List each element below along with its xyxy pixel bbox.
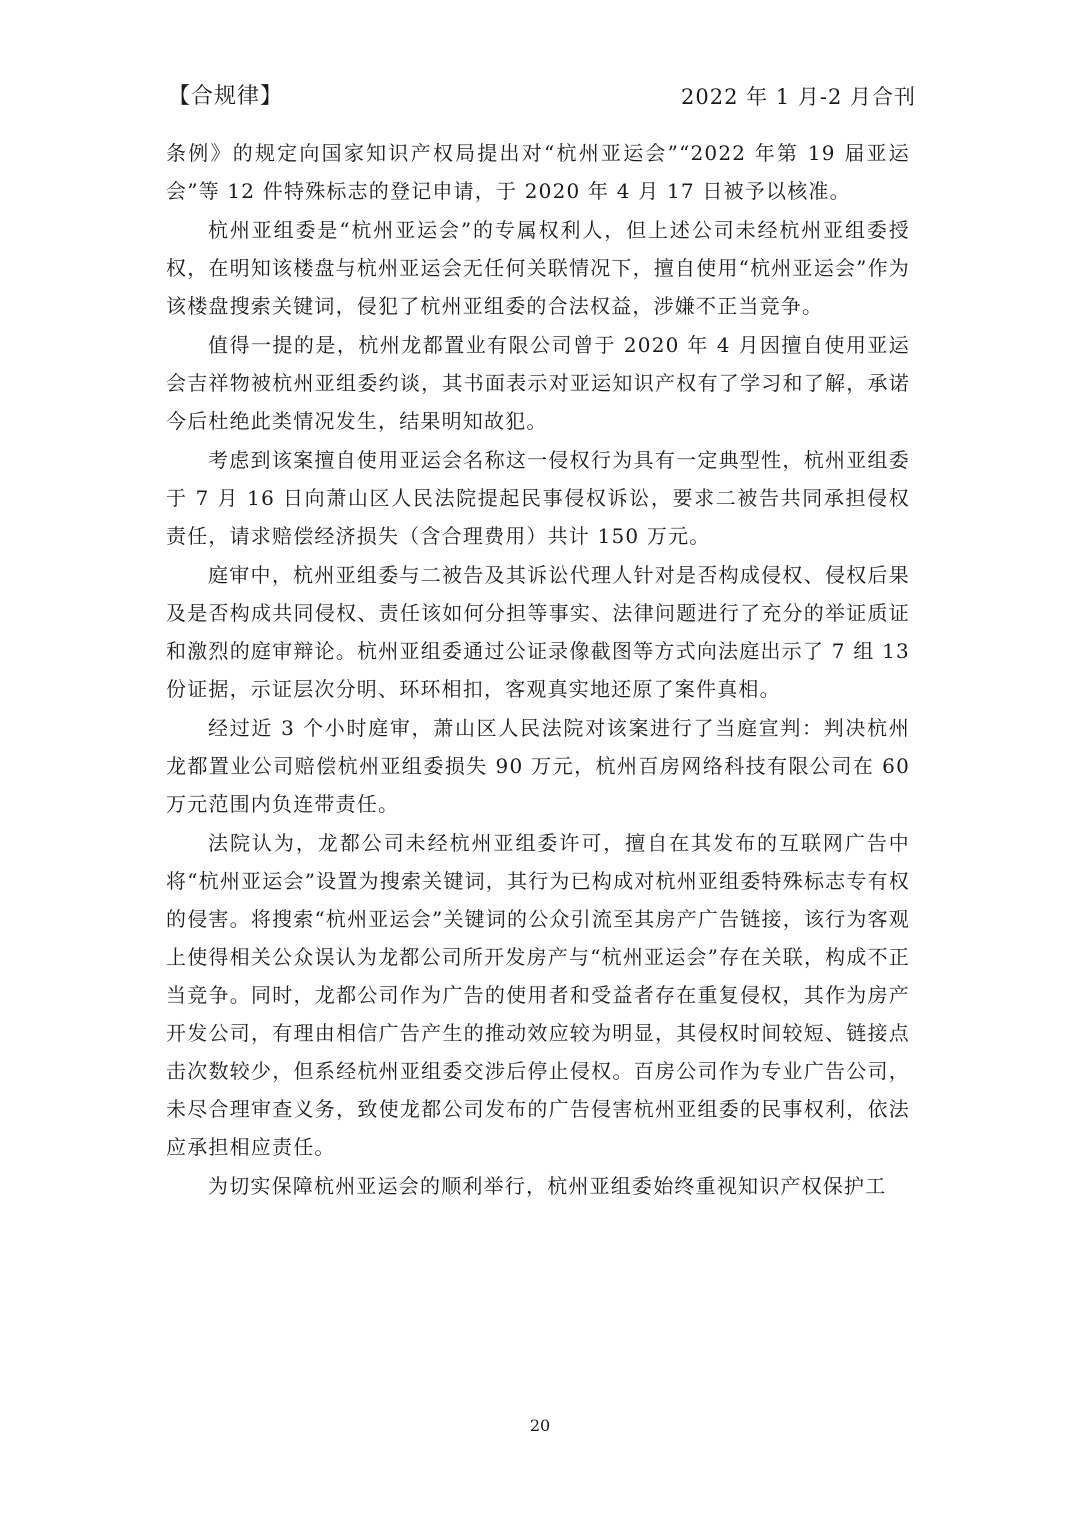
paragraph-continuation: 条例》的规定向国家知识产权局提出对“杭州亚运会”“2022 年第 19 届亚运会”等 12 件特殊标志的登记申请，于 2020 年 4 月 17 日被予以核准。	[166, 141, 910, 203]
issue-label: 2022 年 1 月-2 月合刊	[681, 85, 916, 109]
paragraph: 为切实保障杭州亚运会的顺利举行，杭州亚组委始终重视知识产权保护工	[208, 1174, 887, 1198]
paragraph: 经过近 3 个小时庭审，萧山区人民法院对该案进行了当庭宣判：判决杭州龙都置业公司赔偿杭州亚组委损失 90 万元，杭州百房网络科技有限公司在 60 万元范围内负连带责任。	[166, 716, 910, 816]
paragraph: 值得一提的是，杭州龙都置业有限公司曾于 2020 年 4 月因擅自使用亚运会吉祥物被杭州亚组委约谈，其书面表示对亚运知识产权有了学习和了解，承诺今后杜绝此类情况发生，结果明知故犯。	[166, 333, 910, 433]
paragraph: 法院认为，龙都公司未经杭州亚组委许可，擅自在其发布的互联网广告中将“杭州亚运会”设置为搜索关键词，其行为已构成对杭州亚组委特殊标志专有权的侵害。将搜索“杭州亚运会”关键词的公众引流至其房产广告链接，该行为客观上使得相关公众误认为龙都公司所开发房产与“杭州亚运会”存在关联，构成不正当竞争。同时，龙都公司作为广告的使用者和受益者存在重复侵权，其作为房产开发公司，有理由相信广告产生的推动效应较为明显，其侵权时间较短、链接点击次数较少，但系经杭州亚组委交涉后停止侵权。百房公司作为专业广告公司，未尽合理审查义务，致使龙都公司发布的广告侵害杭州亚组委的民事权利，依法应承担相应责任。	[166, 831, 910, 1159]
page-number: 20	[529, 1416, 551, 1435]
paragraph: 考虑到该案擅自使用亚运会名称这一侵权行为具有一定典型性，杭州亚组委于 7 月 16 日向萧山区人民法院提起民事侵权诉讼，要求二被告共同承担侵权责任，请求赔偿经济损失（含合理费用）共计 150 万元。	[166, 448, 910, 548]
paragraph: 庭审中，杭州亚组委与二被告及其诉讼代理人针对是否构成侵权、侵权后果及是否构成共同侵权、责任该如何分担等事实、法律问题进行了充分的举证质证和激烈的庭审辩论。杭州亚组委通过公证录像截图等方式向法庭出示了 7 组 13 份证据，示证层次分明、环环相扣，客观真实地还原了案件真相。	[166, 563, 910, 701]
section-label: 【合规律】	[168, 84, 284, 109]
article-body	[166, 134, 910, 1206]
paragraph: 杭州亚组委是“杭州亚运会”的专属权利人，但上述公司未经杭州亚组委授权，在明知该楼盘与杭州亚运会无任何关联情况下，擅自使用“杭州亚运会”作为该楼盘搜索关键词，侵犯了杭州亚组委的合法权益，涉嫌不正当竞争。	[166, 218, 910, 318]
